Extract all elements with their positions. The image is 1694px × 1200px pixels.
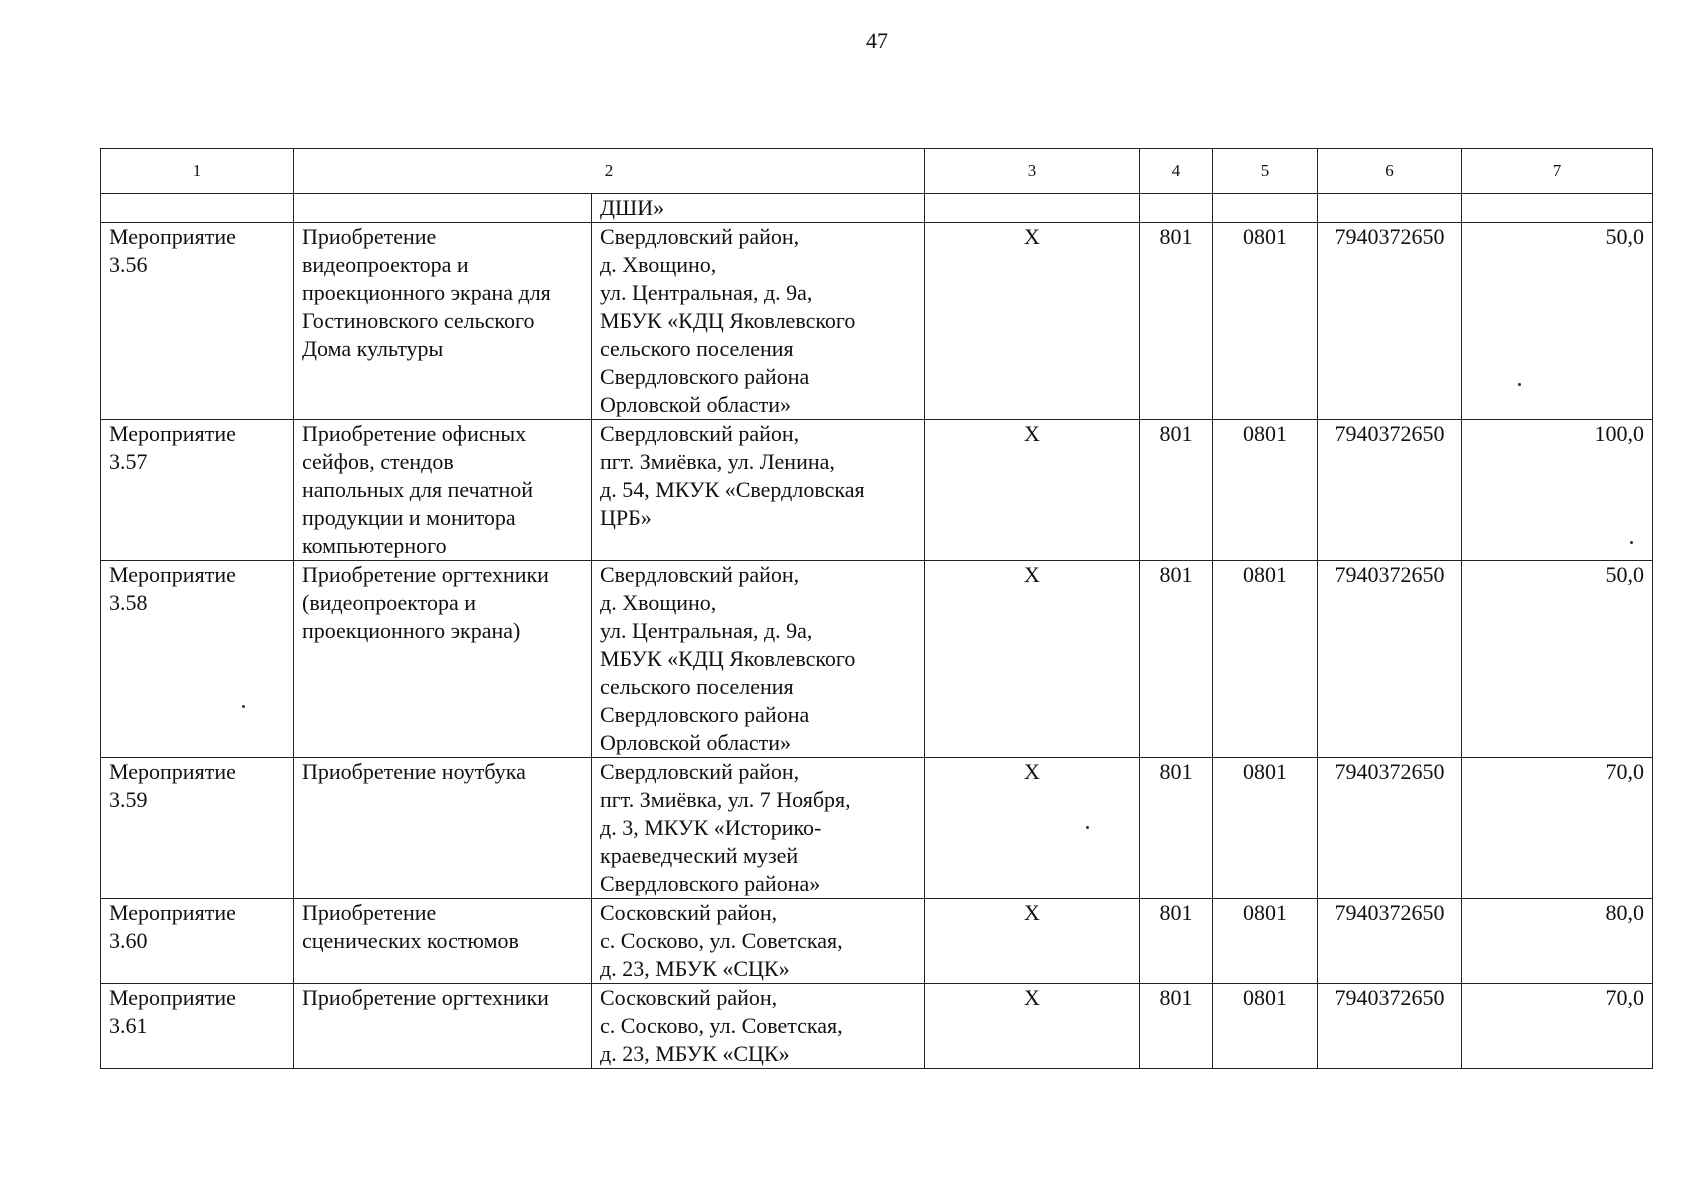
column-5-value: 0801	[1213, 899, 1318, 984]
column-3-value: Х	[925, 223, 1140, 420]
measure-name: Приобретение оргтехники (видеопроектора и проекционного экрана)	[294, 561, 592, 758]
column-6-value: 7940372650	[1318, 561, 1462, 758]
column-5-value: 0801	[1213, 561, 1318, 758]
column-5-value: 0801	[1213, 223, 1318, 420]
amount-value: 100,0	[1462, 420, 1653, 561]
measure-address: Сосковский район, с. Сосково, ул. Советская, д. 23, МБУК «СЦК»	[592, 899, 925, 984]
measure-address: Сосковский район, с. Сосково, ул. Советская, д. 23, МБУК «СЦК»	[592, 984, 925, 1069]
column-3-value: Х	[925, 899, 1140, 984]
measure-name: Приобретение видеопроектора и проекционного экрана для Гостиновского сельского Дома культуры	[294, 223, 592, 420]
measure-name: Приобретение офисных сейфов, стендов напольных для печатной продукции и монитора компьютерного	[294, 420, 592, 561]
continuation-cell-2	[294, 194, 592, 223]
header-cell-3: 3	[925, 149, 1140, 194]
measure-id: Мероприятие 3.61	[101, 984, 294, 1069]
measure-name: Приобретение оргтехники	[294, 984, 592, 1069]
scan-speck	[1518, 383, 1521, 386]
header-cell-5: 5	[1213, 149, 1318, 194]
measure-address: Свердловский район, пгт. Змиёвка, ул. 7 Ноября, д. 3, МКУК «Историко- краеведческий музей Свердловского района»	[592, 758, 925, 899]
column-5-value: 0801	[1213, 420, 1318, 561]
column-3-value: Х	[925, 758, 1140, 899]
continuation-cell-1	[101, 194, 294, 223]
measure-id: Мероприятие 3.58	[101, 561, 294, 758]
column-3-value: Х	[925, 561, 1140, 758]
amount-value: 80,0	[1462, 899, 1653, 984]
scan-speck	[242, 705, 245, 708]
continuation-address: ДШИ»	[592, 194, 925, 223]
amount-value: 50,0	[1462, 561, 1653, 758]
header-cell-7: 7	[1462, 149, 1653, 194]
continuation-cell-7	[1462, 194, 1653, 223]
table-row	[101, 984, 1653, 1069]
table-row	[101, 420, 1653, 561]
header-cell-4: 4	[1140, 149, 1213, 194]
column-6-value: 7940372650	[1318, 984, 1462, 1069]
column-5-value: 0801	[1213, 758, 1318, 899]
page-number: 47	[866, 28, 888, 53]
measure-address: Свердловский район, д. Хвощино, ул. Центральная, д. 9а, МБУК «КДЦ Яковлевского сельского поселения Свердловского района Орловской области»	[592, 561, 925, 758]
column-6-value: 7940372650	[1318, 223, 1462, 420]
measure-id: Мероприятие 3.60	[101, 899, 294, 984]
table-row	[101, 223, 1653, 420]
measure-address: Свердловский район, д. Хвощино, ул. Центральная, д. 9а, МБУК «КДЦ Яковлевского сельского поселения Свердловского района Орловской области»	[592, 223, 925, 420]
measure-id: Мероприятие 3.56	[101, 223, 294, 420]
header-cell-6: 6	[1318, 149, 1462, 194]
amount-value: 50,0	[1462, 223, 1653, 420]
amount-value: 70,0	[1462, 758, 1653, 899]
column-6-value: 7940372650	[1318, 420, 1462, 561]
column-3-value: Х	[925, 984, 1140, 1069]
continuation-cell-3	[925, 194, 1140, 223]
measure-id: Мероприятие 3.59	[101, 758, 294, 899]
header-cell-2: 2	[294, 149, 925, 194]
table-row	[101, 561, 1653, 758]
measure-name: Приобретение сценических костюмов	[294, 899, 592, 984]
column-4-value: 801	[1140, 420, 1213, 561]
scan-speck	[1086, 826, 1089, 829]
column-4-value: 801	[1140, 984, 1213, 1069]
measure-address: Свердловский район, пгт. Змиёвка, ул. Ленина, д. 54, МКУК «Свердловская ЦРБ»	[592, 420, 925, 561]
measures-table	[100, 148, 1653, 1069]
amount-value: 70,0	[1462, 984, 1653, 1069]
column-4-value: 801	[1140, 758, 1213, 899]
column-4-value: 801	[1140, 223, 1213, 420]
continuation-cell-4	[1140, 194, 1213, 223]
column-6-value: 7940372650	[1318, 899, 1462, 984]
table-row	[101, 758, 1653, 899]
continuation-cell-6	[1318, 194, 1462, 223]
header-cell-1: 1	[101, 149, 294, 194]
header-row	[101, 149, 1653, 194]
scan-speck	[1630, 541, 1633, 544]
measure-id: Мероприятие 3.57	[101, 420, 294, 561]
column-3-value: Х	[925, 420, 1140, 561]
column-4-value: 801	[1140, 561, 1213, 758]
column-6-value: 7940372650	[1318, 758, 1462, 899]
table-row	[101, 899, 1653, 984]
continuation-cell-5	[1213, 194, 1318, 223]
column-4-value: 801	[1140, 899, 1213, 984]
column-5-value: 0801	[1213, 984, 1318, 1069]
continuation-row	[101, 194, 1653, 223]
measure-name: Приобретение ноутбука	[294, 758, 592, 899]
